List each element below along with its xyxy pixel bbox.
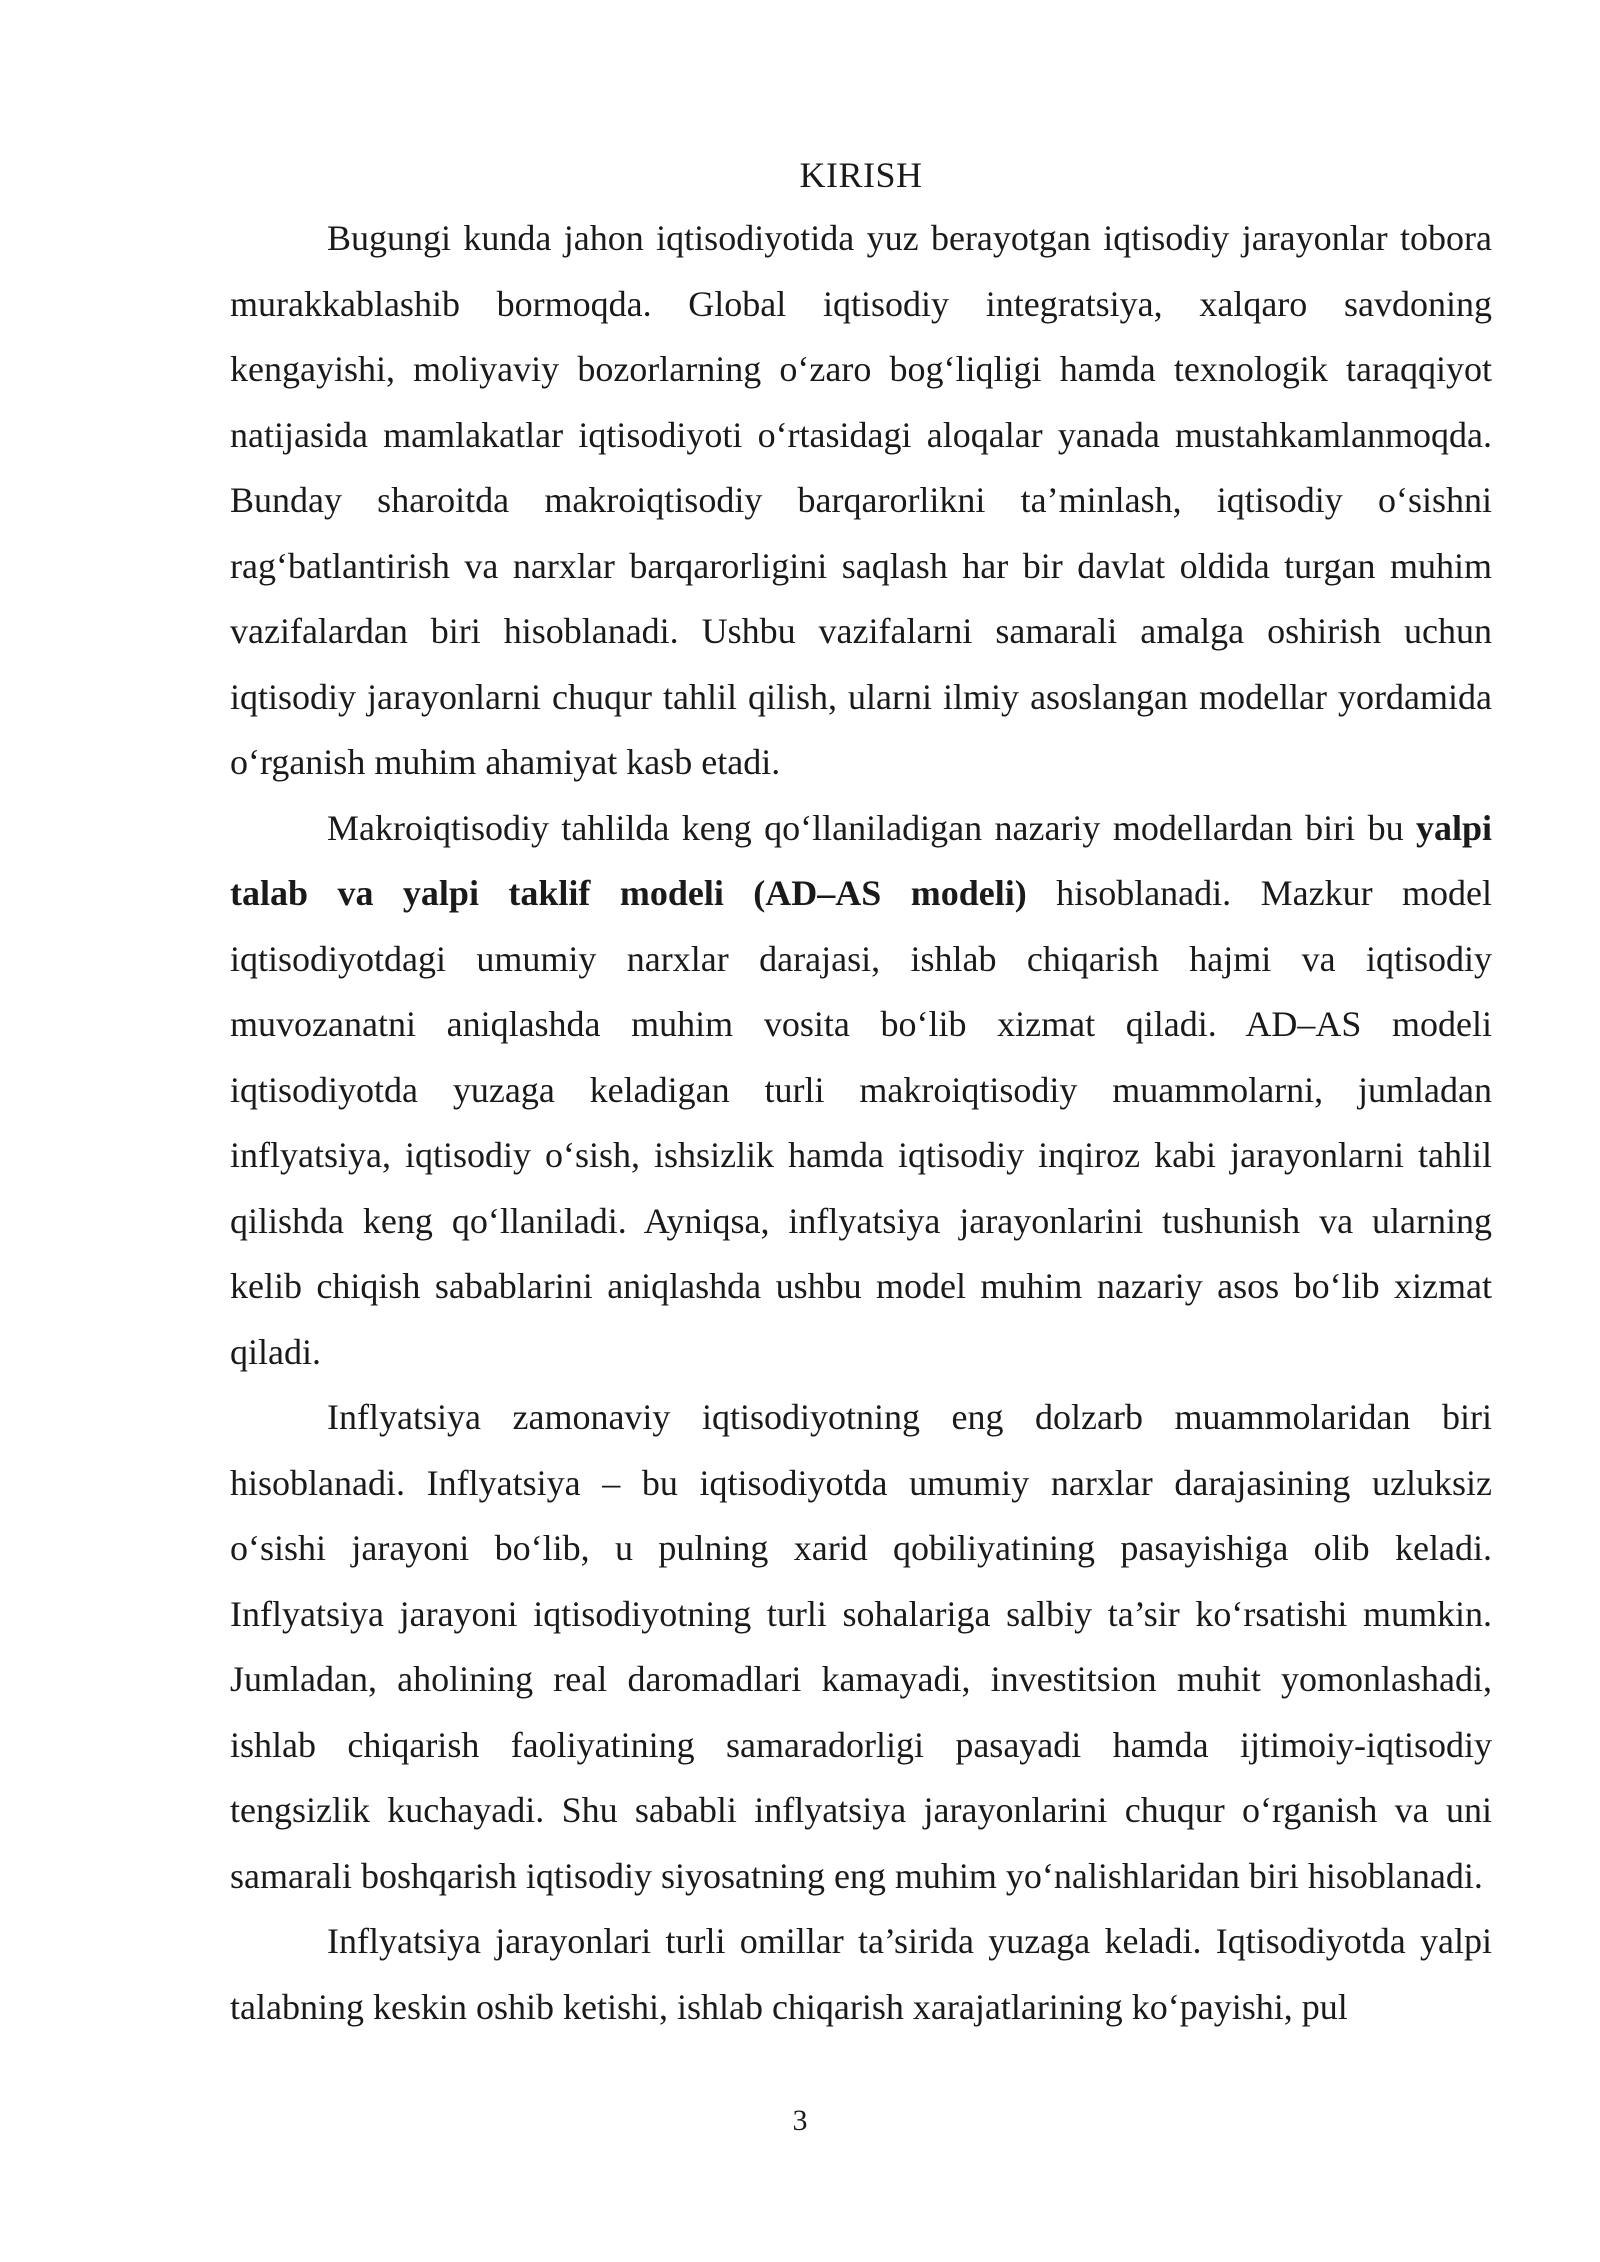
paragraph-1: Bugungi kunda jahon iqtisodiyotida yuz berayotgan iqtisodiy jarayonlar tobora murakkablashib bormoqda. Global iqtisodiy integratsiya, xalqaro savdoning kengayishi, moliyaviy bozorlarning o‘zaro bog‘liqligi hamda texnologik taraqqiyot natijasida mamlakatlar iqtisodiyoti o‘rtasidagi aloqalar yanada mustahkamlanmoqda. Bunday sharoitda makroiqtisodiy barqarorlikni ta’minlash, iqtisodiy o‘sishni rag‘batlantirish va narxlar barqarorligini saqlash har bir davlat oldida turgan muhim vazifalardan biri hisoblanadi. Ushbu vazifalarni samarali amalga oshirish uchun iqtisodiy jarayonlarni chuqur tahlil qilish, ularni ilmiy asoslangan modellar yordamida o‘rganish muhim ahamiyat kasb etadi.: [230, 218, 1492, 782]
page-title: KIRISH: [799, 155, 923, 195]
paragraph-2-rest: hisoblanadi. Mazkur model iqtisodiyotdagi umumiy narxlar darajasi, ishlab chiqarish hajmi va iqtisodiy muvozanatni aniqlashda muhim vosita bo‘lib xizmat qiladi. AD–AS modeli iqtisodiyotda yuzaga keladigan turli makroiqtisodiy muammolarni, jumladan inflyatsiya, iqtisodiy o‘sish, ishsizlik hamda iqtisodiy inqiroz kabi jarayonlarni tahlil qilishda keng qo‘llaniladi. Ayniqsa, inflyatsiya jarayonlarini tushunish va ularning kelib chiqish sabablarini aniqlashda ushbu model muhim nazariy asos bo‘lib xizmat qiladi.: [230, 873, 1492, 1372]
paragraph-3: Inflyatsiya zamonaviy iqtisodiyotning eng dolzarb muammolaridan biri hisoblanadi. Inflyatsiya – bu iqtisodiyotda umumiy narxlar darajasining uzluksiz o‘sishi jarayoni bo‘lib, u pulning xarid qobiliyatining pasayishiga olib keladi. Inflyatsiya jarayoni iqtisodiyotning turli sohalariga salbiy ta’sir ko‘rsatishi mumkin. Jumladan, aholining real daromadlari kamayadi, investitsion muhit yomonlashadi, ishlab chiqarish faoliyatining samaradorligi pasayadi hamda ijtimoiy-iqtisodiy tengsizlik kuchayadi. Shu sababli inflyatsiya jarayonlarini chuqur o‘rganish va uni samarali boshqarish iqtisodiy siyosatning eng muhim yo‘nalishlaridan biri hisoblanadi.: [230, 1397, 1492, 1896]
model-name-bold: yalpi talab va yalpi taklif modeli (AD–AS modeli): [230, 807, 1492, 913]
paragraph-4: Inflyatsiya jarayonlari turli omillar ta’sirida yuzaga keladi. Iqtisodiyotda yalpi talabning keskin oshib ketishi, ishlab chiqarish xarajatlarining ko‘payishi, pul: [230, 1921, 1492, 2027]
paragraph-2-lead: Makroiqtisodiy tahlilda keng qo‘llaniladigan nazariy modellardan biri bu: [327, 807, 1416, 848]
paragraph-2: [230, 796, 1492, 1386]
document-page: [230, 150, 1492, 2040]
page-number: 3: [792, 2104, 808, 2137]
